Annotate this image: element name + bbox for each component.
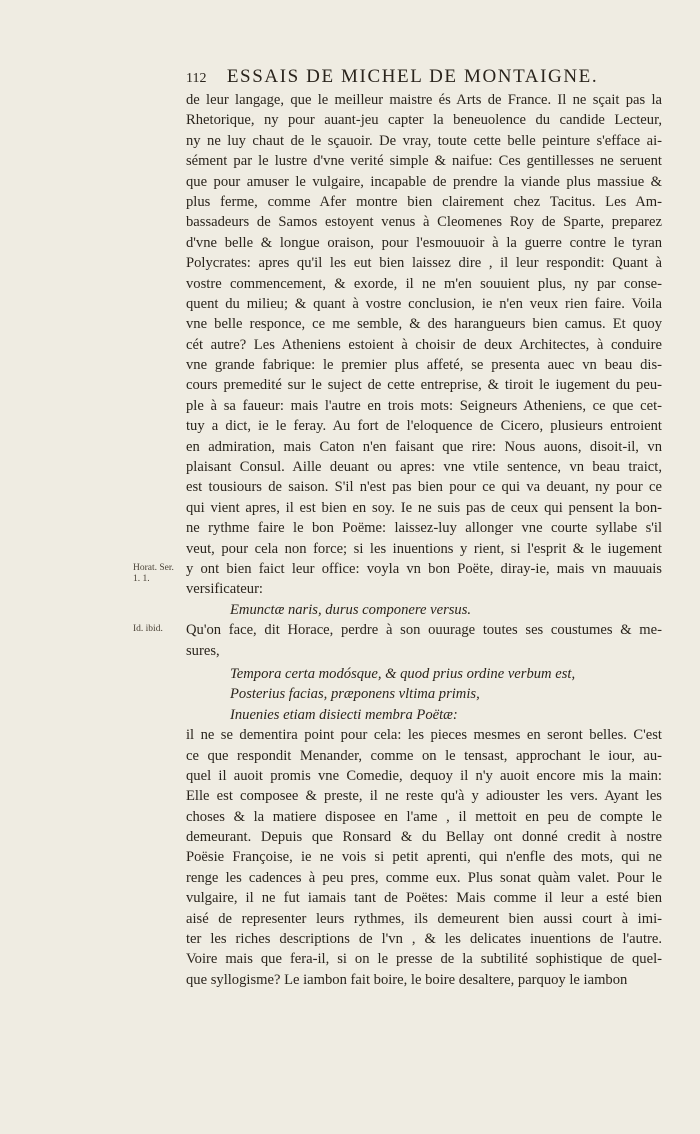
text-line: que syllogisme? Le iambon fait boire, le boire desaltere, parquoy le iambon [186, 971, 628, 988]
running-title: ESSAIS DE MICHEL DE MONTAIGNE. [226, 66, 599, 87]
page-header [186, 66, 618, 88]
text-line: Qu'on face, dit Horace, perdre à son ouurage toutes ses coustumes & me- [186, 622, 662, 639]
page-number: 112 [186, 71, 207, 86]
verse-quote-2-line-3: Inuenies etiam disiecti membra Poëtæ: [230, 706, 458, 723]
text-line: vne grande fabrique: le premier plus affeté, se presenta auec vn beau dis- [186, 357, 662, 374]
text-line: plaisant Consul. Aille deuant ou apres: vne vtile sentence, vn beau traict, [186, 459, 662, 476]
text-line: ne rythme faire le bon Poëme: laissez-luy allonger vne courte syllabe s'il [186, 520, 662, 537]
text-line: demeurant. Depuis que Ronsard & du Bellay ont donné credit à nostre [186, 829, 662, 846]
text-line: qui vient apres, il est bien en soy. Ie ne suis pas de ceux qui pensent la bon- [186, 499, 662, 516]
body-text [186, 90, 662, 990]
text-line: sures, [186, 642, 220, 659]
text-line: ple à sa faueur: mais l'autre en trois mots: Seigneurs Atheniens, ce que cet- [186, 397, 662, 414]
paragraph-3 [186, 725, 662, 990]
text-line: Rhetorique, ny pour auant-jeu capter la beneuolence du candide Lecteur, [186, 112, 662, 129]
text-line: est tousiours de saison. S'il n'est pas bien pour ce qui va deuant, ny pour ce [186, 479, 662, 496]
text-line: en admiration, mais Caton n'en faisant que rire: Nous auons, disoit-il, vn [186, 438, 662, 455]
paragraph-2 [186, 620, 662, 661]
text-line: Poësie Françoise, ie ne vois si petit aprenti, qui n'enfle des mots, qui ne [186, 849, 662, 866]
text-line: vne belle responce, ce me semble, & des harangueurs bien camus. Et quoy [186, 316, 662, 333]
text-line: ter les riches descriptions de l'vn , & les delicates inuentions de l'autre. [186, 931, 662, 948]
text-line: quent du milieu; & quant à vostre conclusion, ie n'en veux rien faire. Voila [186, 295, 662, 312]
text-line: aisé de representer leurs rythmes, ils demeurent bien aussi court à imi- [186, 910, 662, 927]
text-line: il ne se dementira point pour cela: les pieces mesmes en seront belles. C'est [186, 727, 662, 744]
text-line: ny ne luy chaut de le sçauoir. De vray, toute cette belle peinture s'efface ai- [186, 132, 662, 149]
text-line: vulgaire, il ne fut iamais tant de Poëtes: Mais comme il leur a esté bien [186, 890, 662, 907]
text-line: Polycrates: apres qu'il les eut bien laissez dire , il leur respondit: Quant à [186, 255, 662, 272]
verse-quote-2-line-1: Tempora certa modósque, & quod prius ordine verbum est, [230, 665, 576, 682]
text-line: sément par le lustre d'vne verité simple & naifue: Ces gentillesses ne seruent [186, 153, 662, 170]
text-line: plus ferme, comme Afer montre bien clairement chez Tacitus. Les Am- [186, 193, 662, 210]
verse-quote-1: Emunctæ naris, durus componere versus. [230, 601, 472, 618]
margin-note-horace: Horat. Ser. 1. 1. [133, 563, 174, 584]
margin-note-id-ibid: Id. ibid. [133, 624, 163, 634]
text-line: quel il auoit promis vne Comedie, dequoy il n'y auoit encore mis la main: [186, 767, 662, 784]
text-line: tuy a dict, ie le feray. Au fort de l'eloquence de Cicero, plusieurs entroient [186, 418, 662, 435]
text-line: Elle est composee & preste, il ne reste qu'à y adiouster les vers. Ayant les [186, 788, 662, 805]
text-line: versificateur: [186, 581, 263, 598]
text-line: de leur langage, que le meilleur maistre és Arts de France. Il ne sçait pas la [186, 92, 662, 108]
text-line: choses & la matiere disposee en l'ame , il mettoit en peu de compte le [186, 808, 662, 825]
text-line: que pour amuser le vulgaire, incapable de prendre la viande plus massiue & [186, 173, 662, 190]
text-line: d'vne belle & longue oraison, pour l'esmouuoir à la guerre contre le tyran [186, 234, 662, 251]
text-line: cét autre? Les Atheniens estoient à choisir de deux Architectes, à conduire [186, 336, 662, 353]
text-line: Voire mais que fera-il, si on le presse de la subtilité sophistique de quel- [186, 951, 662, 968]
text-line: cours premedité sur le suject de cette entreprise, & tiroit le iugement du peu- [186, 377, 662, 394]
text-line: vostre commencement, & exorde, il ne m'en souuient plus, ny par conse- [186, 275, 662, 292]
text-line: ce que respondit Menander, comme on le tensast, approchant le iour, au- [186, 747, 662, 764]
text-line: renge les cadences à peu pres, comme eux. Plus sonat quàm valet. Pour le [186, 869, 662, 886]
verse-quote-2-line-2: Posterius facias, præponens vltima primis, [230, 686, 480, 703]
paragraph-1 [186, 90, 662, 600]
text-line: bassadeurs de Samos estoyent venus à Cleomenes Roy de Sparte, preparez [186, 214, 662, 231]
text-line: veut, pour cela non force; si les inuentions y rient, si l'esprit & le iugement [186, 540, 662, 557]
text-line: y ont bien faict leur office: voyla vn bon Poëte, diray-ie, mais vn mauuais [186, 560, 662, 577]
